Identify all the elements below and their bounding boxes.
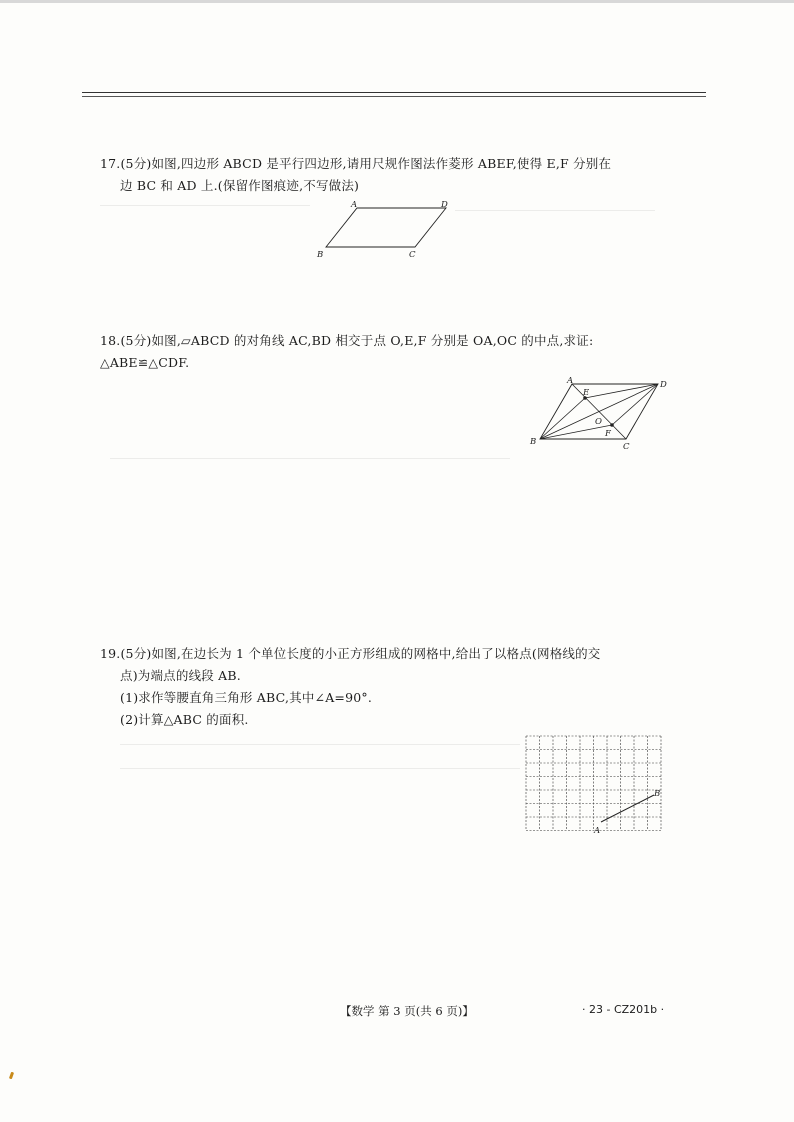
parallelogram-figure bbox=[305, 197, 465, 263]
label-b: B bbox=[654, 789, 661, 799]
scan-edge bbox=[0, 0, 794, 3]
question-17 bbox=[100, 153, 680, 197]
bleed-through-mark bbox=[120, 744, 520, 745]
segment-be bbox=[540, 398, 585, 439]
label-a: A bbox=[567, 376, 574, 386]
square-grid-figure bbox=[524, 732, 666, 838]
label-e: E bbox=[583, 388, 590, 398]
question-18-line-1: 18.(5分)如图,▱ABCD 的对角线 AC,BD 相交于点 O,E,F 分别是 OA,OC 的中点,求证: bbox=[100, 333, 594, 348]
label-c: C bbox=[409, 250, 416, 260]
label-a: A bbox=[594, 826, 601, 836]
question-19-part-1: (1)求作等腰直角三角形 ABC,其中∠A=90°. bbox=[120, 690, 373, 705]
label-c: C bbox=[623, 442, 630, 452]
segment-ab bbox=[601, 795, 654, 822]
parallelogram-abcd bbox=[326, 208, 446, 247]
segment-df bbox=[612, 384, 658, 425]
label-o: O bbox=[595, 417, 602, 427]
grid-lines bbox=[526, 736, 661, 831]
segment-ed bbox=[585, 384, 658, 398]
label-b: B bbox=[317, 250, 324, 260]
question-19-line-1: 19.(5分)如图,在边长为 1 个单位长度的小正方形组成的网格中,给出了以格点(网格线的交 bbox=[100, 646, 601, 661]
question-18-line-2: △ABE≌△CDF. bbox=[100, 355, 190, 370]
label-d: D bbox=[441, 200, 448, 210]
segment-bf bbox=[540, 425, 612, 439]
bleed-through-mark bbox=[110, 458, 510, 459]
bleed-through-mark bbox=[455, 210, 655, 211]
label-f: F bbox=[605, 429, 611, 439]
question-17-line-2: 边 BC 和 AD 上.(保留作图痕迹,不写做法) bbox=[120, 178, 360, 193]
bleed-through-mark bbox=[100, 205, 310, 206]
header-rule bbox=[82, 92, 706, 93]
footer-page-info: 【数学 第 3 页(共 6 页)】 bbox=[340, 1004, 474, 1018]
label-b: B bbox=[530, 437, 537, 447]
question-19 bbox=[100, 643, 680, 731]
question-19-part-2: (2)计算△ABC 的面积. bbox=[120, 712, 249, 727]
point-f bbox=[610, 423, 614, 427]
label-d: D bbox=[660, 380, 667, 390]
diagonal-bd bbox=[540, 384, 658, 439]
label-a: A bbox=[351, 200, 358, 210]
scan-speck bbox=[9, 1072, 14, 1080]
question-18 bbox=[100, 330, 680, 374]
question-17-line-1: 17.(5分)如图,四边形 ABCD 是平行四边形,请用尺规作图法作菱形 ABEF,使得 E,F 分别在 bbox=[100, 156, 612, 171]
header-rule-thin bbox=[82, 96, 706, 97]
bleed-through-mark bbox=[120, 768, 520, 769]
parallelogram-diagonals-figure bbox=[525, 372, 675, 454]
footer-code: · 23 - CZ201b · bbox=[582, 1003, 665, 1016]
question-19-line-2: 点)为端点的线段 AB. bbox=[120, 668, 241, 683]
